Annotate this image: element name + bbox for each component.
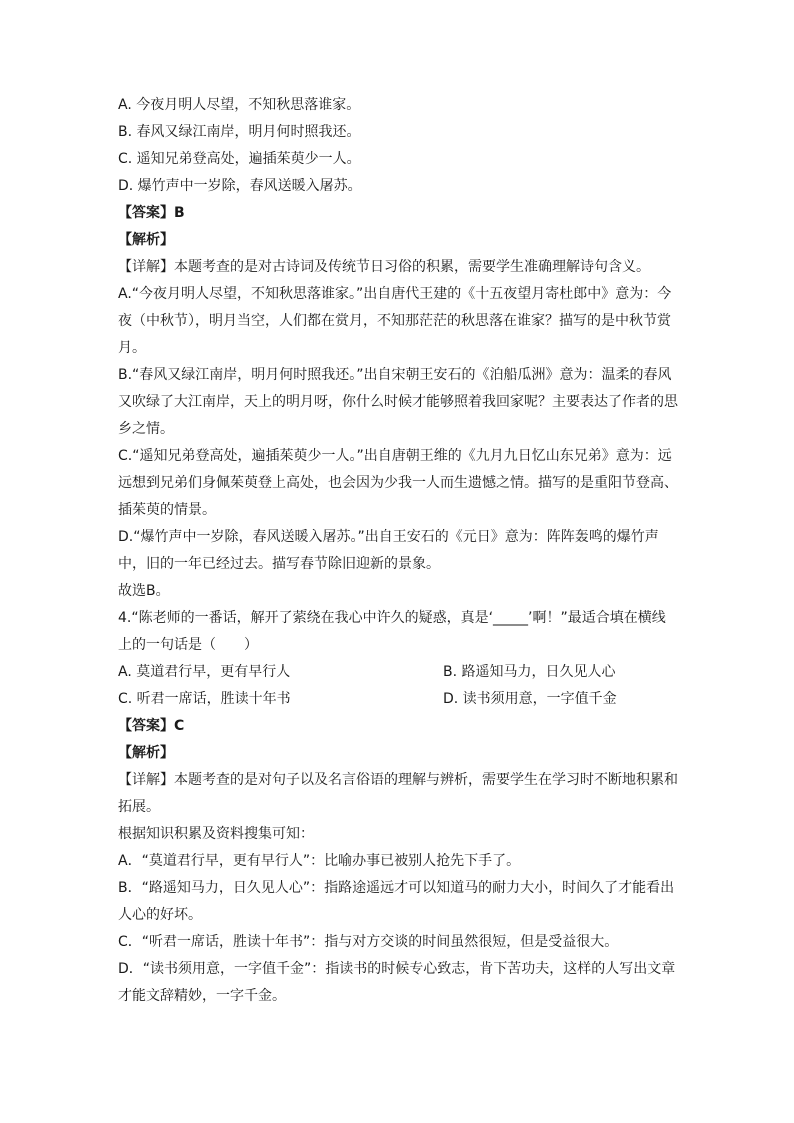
q4-stem: 4.“陈老师的一番话，解开了萦绕在我心中许久的疑惑，真是‘_____’啊！”最适合填在横线上的一句话是（ ） [118, 610, 666, 653]
q4-options-row-1 [118, 659, 678, 686]
q3-option-a: A. 今夜月明人尽望，不知秋思落谁家。 [118, 97, 361, 113]
q3-option-d: D. 爆竹声中一岁除，春风送暖入屠苏。 [118, 178, 362, 194]
q4-option-b: B. 路遥知马力，日久见人心 [443, 664, 616, 680]
q4-explanation-c: C．“听君一席话，胜读十年书”：指与对方交谈的时间虽然很短，但是受益很大。 [118, 934, 619, 950]
q3-explanation-a: A.“今夜月明人尽望，不知秋思落谁家。”出自唐代王建的《十五夜望月寄杜郎中》意为：今夜（中秋节），明月当空，人们都在赏月，不知那茫茫的秋思落在谁家？描写的是中秋节赏月。 [118, 286, 672, 356]
q3-explanation-c: C.“遥知兄弟登高处，遍插茱萸少一人。”出自唐朝王维的《九月九日忆山东兄弟》意为：远远想到兄弟们身佩茱萸登上高处，也会因为少我一人而生遗憾之情。描写的是重阳节登高、插茱萸的情景。 [118, 448, 678, 518]
page-content [118, 92, 678, 1010]
q4-explanation-b: B．“路遥知马力，日久见人心”：指路途遥远才可以知道马的耐力大小，时间久了才能看出人心的好坏。 [118, 880, 675, 923]
q3-conclusion: 故选B。 [118, 583, 170, 599]
q4-option-d: D. 读书须用意，一字值千金 [443, 691, 617, 707]
q4-answer: 【答案】C [118, 718, 185, 734]
q4-option-a: A. 莫道君行早，更有早行人 [118, 664, 291, 680]
q4-options-row-2 [118, 686, 678, 713]
q3-analysis-label: 【解析】 [118, 232, 174, 248]
q3-explanation-b: B.“春风又绿江南岸，明月何时照我还。”出自宋朝王安石的《泊船瓜洲》意为：温柔的春风又吹绿了大江南岸，天上的明月呀，你什么时候才能够照着我回家呢？主要表达了作者的思乡之情。 [118, 367, 678, 437]
q4-explanation-d: D．“读书须用意，一字值千金”：指读书的时候专心致志，肯下苦功夫，这样的人写出文章才能文辞精妙，一字千金。 [118, 961, 676, 1004]
q4-detail: 【详解】本题考查的是对句子以及名言俗语的理解与辨析，需要学生在学习时不断地积累和拓展。 [118, 772, 678, 815]
q3-detail: 【详解】本题考查的是对古诗词及传统节日习俗的积累，需要学生准确理解诗句含义。 [118, 259, 650, 275]
q4-option-c: C. 听君一席话，胜读十年书 [118, 691, 291, 707]
q4-analysis-label: 【解析】 [118, 745, 174, 761]
q3-option-c: C. 遥知兄弟登高处，遍插茱萸少一人。 [118, 151, 361, 167]
q4-intro: 根据知识积累及资料搜集可知： [118, 826, 314, 842]
q3-answer: 【答案】B [118, 205, 185, 221]
q3-option-b: B. 春风又绿江南岸，明月何时照我还。 [118, 124, 361, 140]
q4-explanation-a: A．“莫道君行早，更有早行人”：比喻办事已被别人抢先下手了。 [118, 853, 521, 869]
q3-explanation-d: D.“爆竹声中一岁除，春风送暖入屠苏。”出自王安石的《元日》意为：阵阵轰鸣的爆竹声中，旧的一年已经过去。描写春节除旧迎新的景象。 [118, 529, 659, 572]
